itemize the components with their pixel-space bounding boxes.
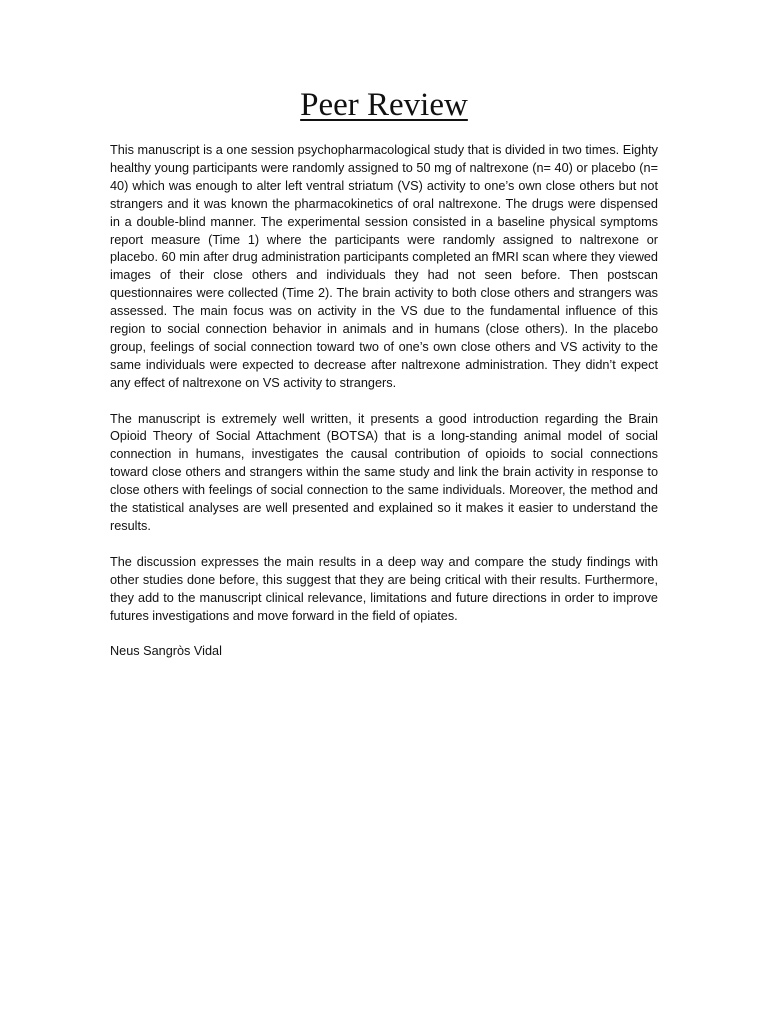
- paragraph-discussion: The discussion expresses the main results in a deep way and compare the study findings with other studies done before, this suggest that they are being critical with their results. Furthermore, they add to the manuscript clinical relevance, limitations and future directions in order to improve futures investigations and move forward in the field of opiates.: [110, 554, 658, 623]
- paragraph-evaluation: The manuscript is extremely well written, it presents a good introduction regarding the Brain Opioid Theory of Social Attachment (BOTSA) that is a long-standing animal model of social connection in humans, investigates the causal contribution of opioids to social connections toward close others and strangers within the same study and link the brain activity in response to close others with feelings of social connection to the same individuals. Moreover, the method and the statistical analyses are well presented and explained so it makes it easier to understand the results.: [110, 411, 658, 534]
- document-title: Peer Review: [300, 87, 468, 123]
- paragraph-summary: This manuscript is a one session psychopharmacological study that is divided in two times. Eighty healthy young participants were randomly assigned to 50 mg of naltrexone (n= 40) or placebo (n= 40) which was enough to alter left ventral striatum (VS) activity to one’s own close others but not strangers and it was known the pharmacokinetics of oral naltrexone. The drugs were dispensed in a double-blind manner. The experimental session consisted in a baseline physical symptoms report measure (Time 1) where the participants were randomly assigned to naltrexone or placebo. 60 min after drug administration participants completed an fMRI scan where they viewed images of their close others and individuals they had not seen before. Then postscan questionnaires were collected (Time 2). The brain activity to both close others and strangers was assessed. The main focus was on activity in the VS due to the fundamental influence of this region to social connection behavior in animals and in humans (close others). In the placebo group, feelings of social connection toward two of one’s own close others and VS activity to the same individuals were expected to decrease after naltrexone administration. They didn’t expect any effect of naltrexone on VS activity to strangers.: [110, 143, 658, 390]
- signature: Neus Sangròs Vidal: [110, 644, 222, 659]
- document-body: [110, 142, 658, 679]
